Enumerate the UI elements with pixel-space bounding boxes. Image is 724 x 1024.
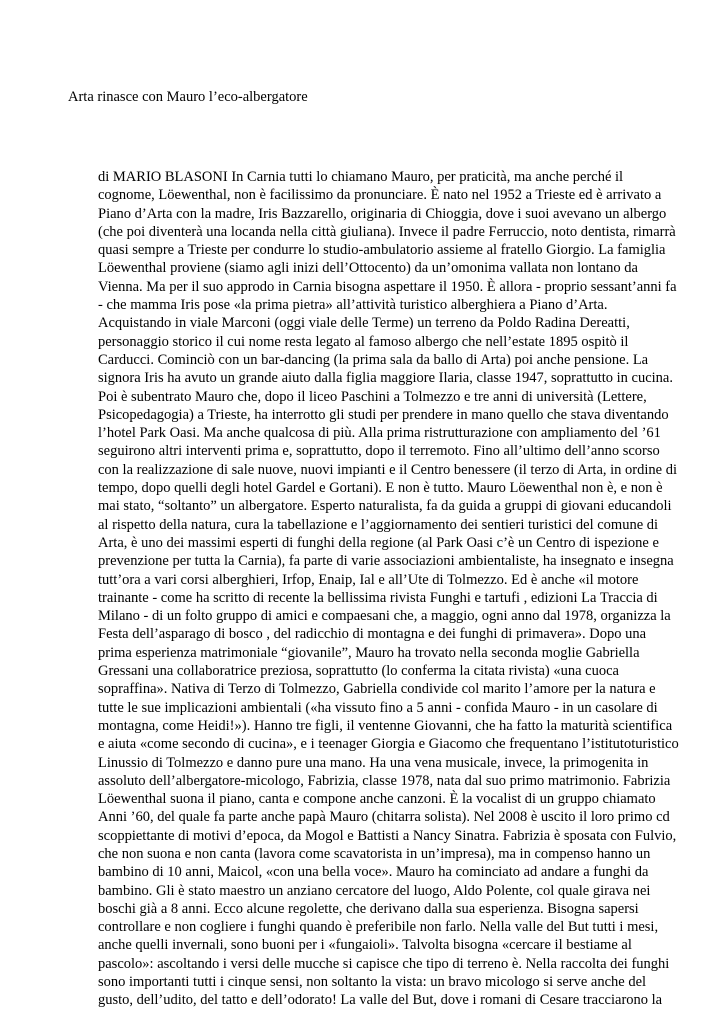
body-line: gusto, dell’udito, del tatto e dell’odorato! La valle del But, dove i romani di Cesare tracciarono la bbox=[98, 992, 663, 1009]
body-line: Milano - di un folto gruppo di amici e compaesani che, a maggio, ogni anno dal 1978, organizza la bbox=[98, 608, 671, 625]
body-line: al rispetto della natura, cura la tabellazione e l’aggiornamento dei sentieri turistici del comune di bbox=[98, 516, 659, 533]
body-line: (che poi diventerà una locanda nella città giuliana). Invece il padre Ferruccio, noto dentista, rimarrà bbox=[98, 223, 676, 240]
body-line: l’hotel Park Oasi. Ma anche qualcosa di più. Alla prima ristrutturazione con ampliamento del ’61 bbox=[98, 425, 661, 442]
body-line: seguirono altri interventi prima e, soprattutto, dopo il terremoto. Fino all’ultimo dell’anno scorso bbox=[98, 443, 660, 460]
body-line: trainante - come ha scritto di recente la bellissima rivista Funghi e tartufi , edizioni La Traccia di bbox=[98, 589, 658, 606]
body-line: Psicopedagogia) a Trieste, ha interrotto gli studi per prendere in mano quello che stava diventando bbox=[98, 406, 669, 423]
body-line: pascolo»: ascoltando i versi delle mucche si capisce che tipo di terreno è. Nella raccolta dei funghi bbox=[98, 955, 670, 972]
body-line: Acquistando in viale Marconi (oggi viale delle Terme) un terreno da Poldo Radina Dereatti, bbox=[98, 315, 630, 332]
body-line: prevenzione per tutta la Carnia), fa parte di varie associazioni ambientaliste, ha insegnato e insegna bbox=[98, 553, 674, 570]
body-line: tutt’ora a vari corsi alberghieri, Irfop, Enaip, Ial e all’Ute di Tolmezzo. Ed è anche «il motore bbox=[98, 571, 639, 588]
article-title: Arta rinasce con Mauro l’eco-albergatore bbox=[68, 89, 308, 105]
body-line: Löewenthal proviene (siamo agli inizi dell’Ottocento) da un’omonima vallata non lontano da bbox=[98, 260, 638, 277]
body-line: di MARIO BLASONI In Carnia tutti lo chiamano Mauro, per praticità, ma anche perché il bbox=[98, 169, 624, 185]
body-line: Piano d’Arta con la madre, Iris Bazzarello, originaria di Chioggia, dove i suoi avevano un albergo bbox=[98, 205, 667, 222]
body-line: sopraffina». Nativa di Terzo di Tolmezzo, Gabriella condivide col marito l’amore per la natura e bbox=[98, 681, 656, 698]
body-line: Carducci. Cominciò con un bar-dancing (la prima sala da ballo di Arta) poi anche pensione. La bbox=[98, 351, 649, 368]
body-line: Vienna. Ma per il suo approdo in Carnia bisogna aspettare il 1950. È allora - proprio sessant’anni fa bbox=[98, 278, 677, 295]
body-line: bambino. Gli è stato maestro un anziano cercatore del luogo, Aldo Polente, col quale girava nei bbox=[98, 882, 651, 899]
body-line: anche quelli invernali, sono buoni per i «fungaioli». Talvolta bisogna «cercare il bestiame al bbox=[98, 937, 632, 954]
body-line: mai stato, “soltanto” un albergatore. Esperto naturalista, fa da guida a gruppi di giovani educandoli bbox=[98, 498, 672, 515]
body-line: Festa dell’asparago di bosco , del radicchio di montagna e dei funghi di primavera». Dopo una bbox=[98, 626, 647, 643]
body-line: personaggio storico il cui nome resta legato al famoso albergo che nell’estate 1895 ospitò il bbox=[98, 333, 629, 350]
body-line: quasi sempre a Trieste per condurre lo studio-ambulatorio assieme al fratello Giorgio. La famiglia bbox=[98, 242, 666, 259]
body-line: boschi già a 8 anni. Ecco alcune regolette, che derivano dalla sua esperienza. Bisogna sapersi bbox=[98, 900, 639, 917]
body-line: che non suona e non canta (lavora come scavatorista in un’impresa), ma in compenso hanno un bbox=[98, 845, 651, 862]
body-line: montagna, come Heidi!»). Hanno tre figli, il ventenne Giovanni, che ha fatto la maturità scientifica bbox=[98, 717, 673, 734]
body-line: cognome, Löewenthal, non è facilissimo da pronunciare. È nato nel 1952 a Trieste ed è arrivato a bbox=[98, 187, 662, 204]
body-line: sono importanti tutti i cinque sensi, non soltanto la vista: un bravo micologo si serve anche del bbox=[98, 974, 647, 991]
body-line: signora Iris ha avuto un grande aiuto dalla figlia maggiore Ilaria, classe 1947, soprattutto in cucina. bbox=[98, 370, 673, 387]
body-line: tempo, dopo quelli degli hotel Gardel e Gortani). E non è tutto. Mauro Löewenthal non è, e non è bbox=[98, 480, 663, 497]
body-line: prima esperienza matrimoniale “giovanile”, Mauro ha trovato nella seconda moglie Gabriella bbox=[98, 644, 640, 661]
body-line: Linussio di Tolmezzo e danno pure una mano. Ha una vena musicale, invece, la primogenita in bbox=[98, 754, 649, 771]
body-line: con la realizzazione di sale nuove, nuovi impianti e il Centro benessere (il terzo di Arta, in ordine di bbox=[98, 461, 678, 478]
body-line: bambino di 10 anni, Maicol, «con una bella voce». Mauro ha cominciato ad andare a funghi da bbox=[98, 864, 649, 881]
body-line: Gressani una collaboratrice preziosa, soprattutto (lo conferma la citata rivista) «una cuoca bbox=[98, 663, 619, 680]
body-line: Löewenthal suona il piano, canta e compone anche canzoni. È la vocalist di un gruppo chiamato bbox=[98, 791, 656, 808]
body-line: - che mamma Iris pose «la prima pietra» all’attività turistico alberghiera a Piano d’Arta. bbox=[98, 297, 608, 314]
body-line: Arta, è uno dei massimi esperti di funghi della regione (al Park Oasi c’è un Centro di ispezione e bbox=[98, 534, 659, 551]
body-line: Poi è subentrato Mauro che, dopo il liceo Paschini a Tolmezzo e tre anni di università (Lettere, bbox=[98, 388, 647, 405]
article-body bbox=[98, 168, 679, 1010]
body-line: assoluto dell’albergatore-micologo, Fabrizia, classe 1978, nata dal suo primo matrimonio. Fabrizia bbox=[98, 772, 671, 789]
body-line: Anni ’60, del quale fa parte anche papà Mauro (chitarra solista). Nel 2008 è uscito il loro primo cd bbox=[98, 809, 670, 826]
body-line: e aiuta «come secondo di cucina», e i teenager Giorgia e Giacomo che frequentano l’istitutoturistico bbox=[98, 736, 679, 753]
body-line: scoppiettante di motivi d’epoca, da Mogol e Battisti a Nancy Sinatra. Fabrizia è sposata con Fulvio, bbox=[98, 827, 677, 844]
body-line: controllare e non cogliere i funghi quando è preferibile non farlo. Nella valle del But tutti i mesi, bbox=[98, 919, 659, 936]
body-line: tutte le sue implicazioni ambientali («ha vissuto fino a 5 anni - confida Mauro - in un casolare di bbox=[98, 699, 658, 716]
